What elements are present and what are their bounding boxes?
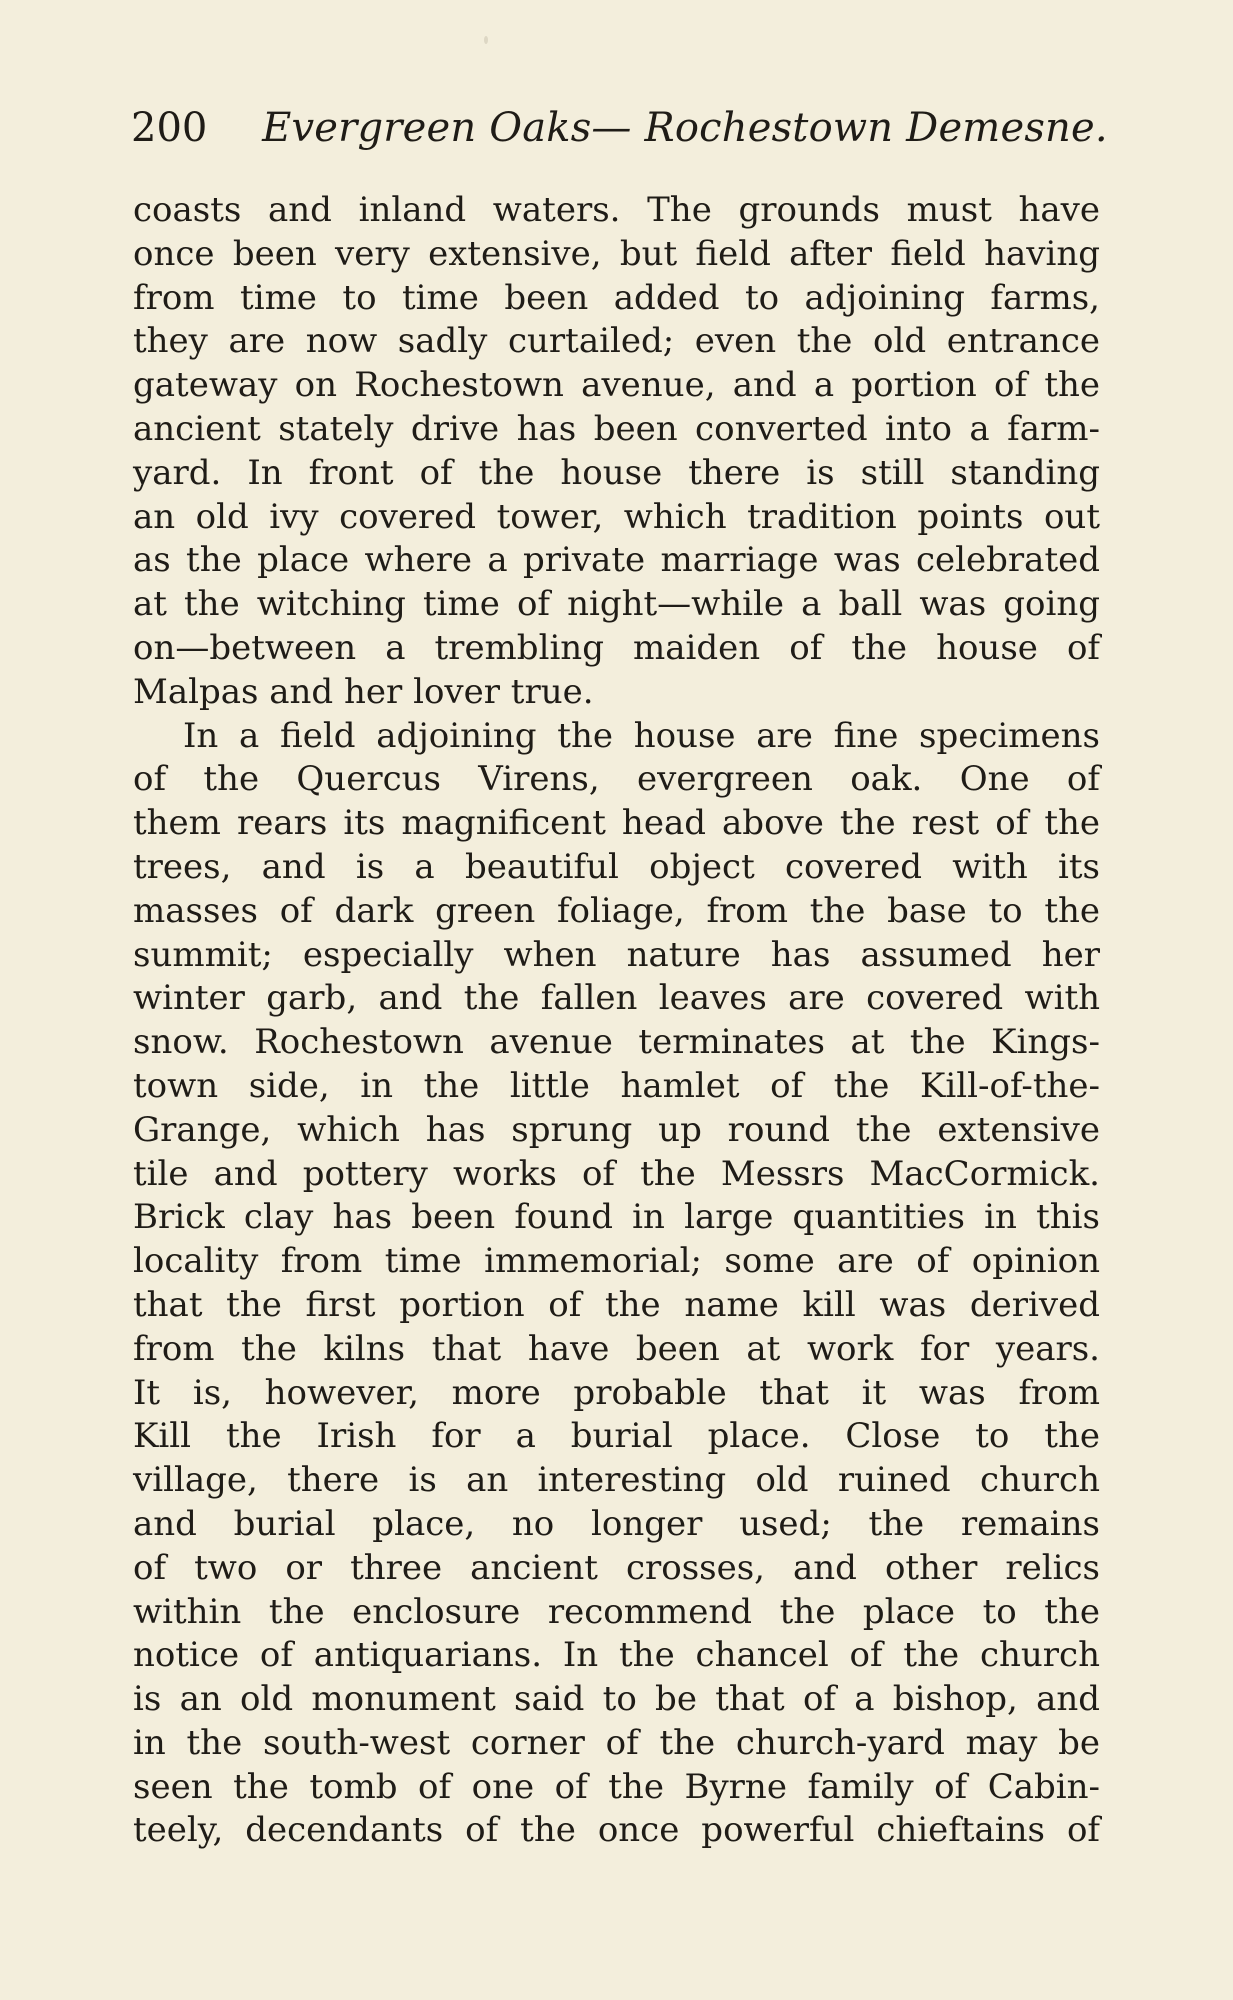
page-number: 200 bbox=[131, 105, 208, 151]
text-line-8: an old ivy covered tower, which tradition points out bbox=[133, 496, 1100, 537]
text-line-24: Brick clay has been found in large quantities in this bbox=[133, 1197, 1100, 1238]
text-line-11: on—between a trembling maiden of the house of bbox=[133, 627, 1100, 668]
text-line-3: from time to time been added to adjoining farms, bbox=[133, 277, 1100, 318]
text-line-20: snow. Rochestown avenue terminates at the Kings- bbox=[133, 1022, 1100, 1063]
text-line-25: locality from time immemorial; some are of opinion bbox=[133, 1241, 1100, 1282]
text-line-28: It is, however, more probable that it was from bbox=[133, 1372, 1100, 1413]
text-line-19: winter garb, and the fallen leaves are covered with bbox=[133, 978, 1100, 1019]
text-line-29: Kill the Irish for a burial place. Close to the bbox=[133, 1416, 1100, 1457]
text-line-38: teely, decendants of the once powerful chieftains of bbox=[133, 1810, 1100, 1851]
text-line-30: village, there is an interesting old ruined church bbox=[133, 1460, 1100, 1501]
text-line-17: masses of dark green foliage, from the base to the bbox=[133, 890, 1100, 931]
text-line-1: coasts and inland waters. The grounds must have bbox=[133, 190, 1100, 230]
text-line-13: In a field adjoining the house are fine specimens bbox=[183, 715, 1100, 756]
text-line-32: of two or three ancient crosses, and other relics bbox=[133, 1547, 1100, 1588]
text-line-36: in the south-west corner of the church-yard may be bbox=[133, 1722, 1100, 1763]
text-line-37: seen the tomb of one of the Byrne family of Cabin- bbox=[133, 1766, 1100, 1807]
text-line-27: from the kilns that have been at work for years. bbox=[133, 1328, 1100, 1369]
text-line-6: ancient stately drive has been converted into a farm- bbox=[133, 408, 1100, 449]
running-title: Evergreen Oaks— Rochestown Demesne. bbox=[262, 105, 1108, 151]
text-line-18: summit; especially when nature has assumed her bbox=[133, 934, 1100, 975]
text-line-10: at the witching time of night—while a ball was going bbox=[133, 584, 1100, 625]
text-line-23: tile and pottery works of the Messrs MacCormick. bbox=[133, 1153, 1100, 1194]
text-line-4: they are now sadly curtailed; even the old entrance bbox=[133, 321, 1100, 362]
page-header bbox=[131, 98, 1111, 158]
body-text bbox=[133, 189, 1100, 1853]
text-line-9: as the place where a private marriage was celebrated bbox=[133, 540, 1100, 581]
text-line-34: notice of antiquarians. In the chancel of the church bbox=[133, 1635, 1100, 1676]
text-line-2: once been very extensive, but field after field having bbox=[133, 233, 1100, 274]
text-line-7: yard. In front of the house there is still standing bbox=[133, 452, 1100, 493]
text-line-12: Malpas and her lover true. bbox=[133, 671, 594, 712]
text-line-15: them rears its magnificent head above the rest of the bbox=[133, 803, 1100, 844]
text-line-21: town side, in the little hamlet of the Kill-of-the- bbox=[133, 1065, 1100, 1106]
text-line-14: of the Quercus Virens, evergreen oak. One of bbox=[133, 759, 1100, 800]
text-line-35: is an old monument said to be that of a bishop, and bbox=[133, 1679, 1100, 1720]
text-line-26: that the first portion of the name kill was derived bbox=[133, 1284, 1100, 1325]
text-line-5: gateway on Rochestown avenue, and a portion of the bbox=[133, 365, 1100, 406]
text-line-31: and burial place, no longer used; the remains bbox=[133, 1503, 1100, 1544]
text-line-16: trees, and is a beautiful object covered with its bbox=[133, 846, 1100, 887]
text-line-33: within the enclosure recommend the place to the bbox=[133, 1591, 1100, 1632]
text-line-22: Grange, which has sprung up round the extensive bbox=[133, 1109, 1100, 1150]
paper-mark bbox=[484, 36, 488, 44]
